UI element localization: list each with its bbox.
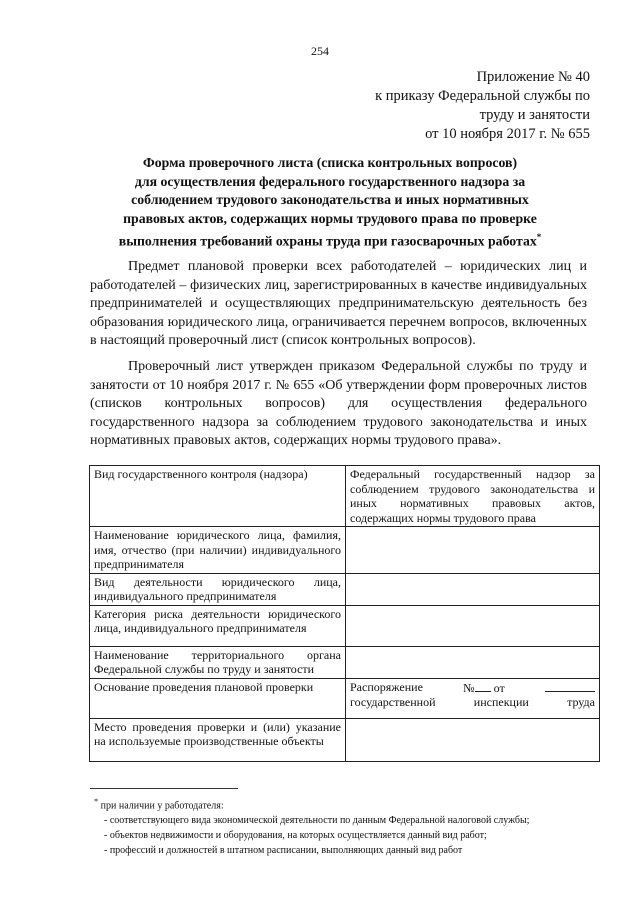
- table-cell-value: [346, 646, 600, 678]
- order-number: № от: [463, 680, 505, 695]
- order-word-state: государственной: [350, 695, 436, 709]
- order-word-labor: труда: [567, 695, 595, 709]
- order-number-blank: [475, 680, 491, 692]
- table-row: [90, 466, 600, 527]
- order-line-1: [350, 680, 595, 696]
- footnote-divider: [90, 788, 238, 789]
- table-cell-label: Вид государственного контроля (надзора): [90, 466, 346, 527]
- table-cell-label: Наименование юридического лица, фамилия, имя, отчество (при наличии) индивидуального предпринимателя: [90, 527, 346, 574]
- order-word: Распоряжение: [350, 679, 423, 694]
- footnote-mark: *: [94, 797, 99, 806]
- title-line-4: правовых актов, содержащих нормы трудового права по проверке: [123, 210, 537, 226]
- table-cell-label: Наименование территориального органа Федеральной службы по труду и занятости: [90, 646, 346, 678]
- table-row: [90, 527, 600, 574]
- footnote-intro: при наличии у работодателя:: [100, 800, 224, 812]
- footnote-intro-wrap: [94, 794, 594, 813]
- table-cell-label: Вид деятельности юридического лица, индивидуального предпринимателя: [90, 573, 346, 605]
- table-cell-value: [346, 527, 600, 574]
- table-row: [90, 573, 600, 605]
- table-cell-value: Федеральный государственный надзор за соблюдением трудового законодательства и иных нормативных правовых актов, содержащих нормы трудового права: [346, 466, 600, 527]
- appendix-line-3: труду и занятости: [479, 107, 590, 123]
- title-line-5-wrap: [90, 228, 570, 251]
- appendix-header: [290, 68, 590, 144]
- table-cell-value: [346, 573, 600, 605]
- title-footnote-mark: *: [536, 232, 542, 242]
- order-date-blank: [545, 680, 595, 692]
- table-cell-label: Основание проведения плановой проверки: [90, 678, 346, 718]
- table-cell-value: [346, 718, 600, 761]
- order-line-2: [350, 695, 595, 710]
- paragraph-approval: Проверочный лист утвержден приказом Федеральной службы по труду и занятости от 10 ноября 2017 г. № 655 «Об утверждении форм проверочных листов (списков контрольных вопросов) для осуществления федерального государственного надзора за соблюдением трудового законодательства и иных нормативных правовых актов, содержащих нормы трудового права».: [90, 359, 587, 449]
- document-title: [90, 154, 570, 251]
- footnote-item-2: - объектов недвижимости и оборудования, на которых осуществляется данный вид работ;: [104, 830, 487, 842]
- table-cell-label: Категория риска деятельности юридического лица, индивидуального предпринимателя: [90, 605, 346, 646]
- table-cell-order: [346, 678, 600, 718]
- inspection-info-table: [89, 465, 600, 762]
- appendix-line-2: к приказу Федеральной службы по: [375, 88, 590, 104]
- footnote-item-3: - профессий и должностей в штатном расписании, выполняющих данный вид работ: [104, 845, 463, 857]
- title-line-3: соблюдением трудового законодательства и иных нормативных: [131, 192, 529, 207]
- table-row: [90, 718, 600, 761]
- title-line-2: для осуществления федерального государственного надзора за: [134, 173, 526, 189]
- title-line-5: выполнения требований охраны труда при газосварочных работах: [118, 233, 537, 249]
- table-row: [90, 605, 600, 646]
- table-row: [90, 646, 600, 678]
- page-number: 254: [311, 44, 329, 58]
- title-line-1: Форма проверочного листа (списка контрольных вопросов): [142, 155, 518, 170]
- table-row: [90, 678, 600, 718]
- appendix-line-4: от 10 ноября 2017 г. № 655: [425, 126, 590, 142]
- table-cell-label: Место проведения проверки и (или) указание на используемые производственные объекты: [90, 718, 346, 761]
- order-word-inspection: инспекции: [473, 695, 529, 709]
- table-cell-value: [346, 605, 600, 646]
- paragraph-subject: Предмет плановой проверки всех работодателей – юридических лиц и работодателей – физических лиц, зарегистрированных в качестве индивидуальных предпринимателей и осуществляющих предпринимательскую деятельность без образования юридического лица, ограничивается перечнем вопросов, включенных в настоящий проверочный лист (список контрольных вопросов).: [90, 259, 587, 349]
- appendix-line-1: Приложение № 40: [476, 69, 590, 85]
- footnotes: [94, 794, 594, 858]
- footnote-item-1: - соответствующего вида экономической деятельности по данным Федеральной налоговой службы;: [104, 815, 530, 827]
